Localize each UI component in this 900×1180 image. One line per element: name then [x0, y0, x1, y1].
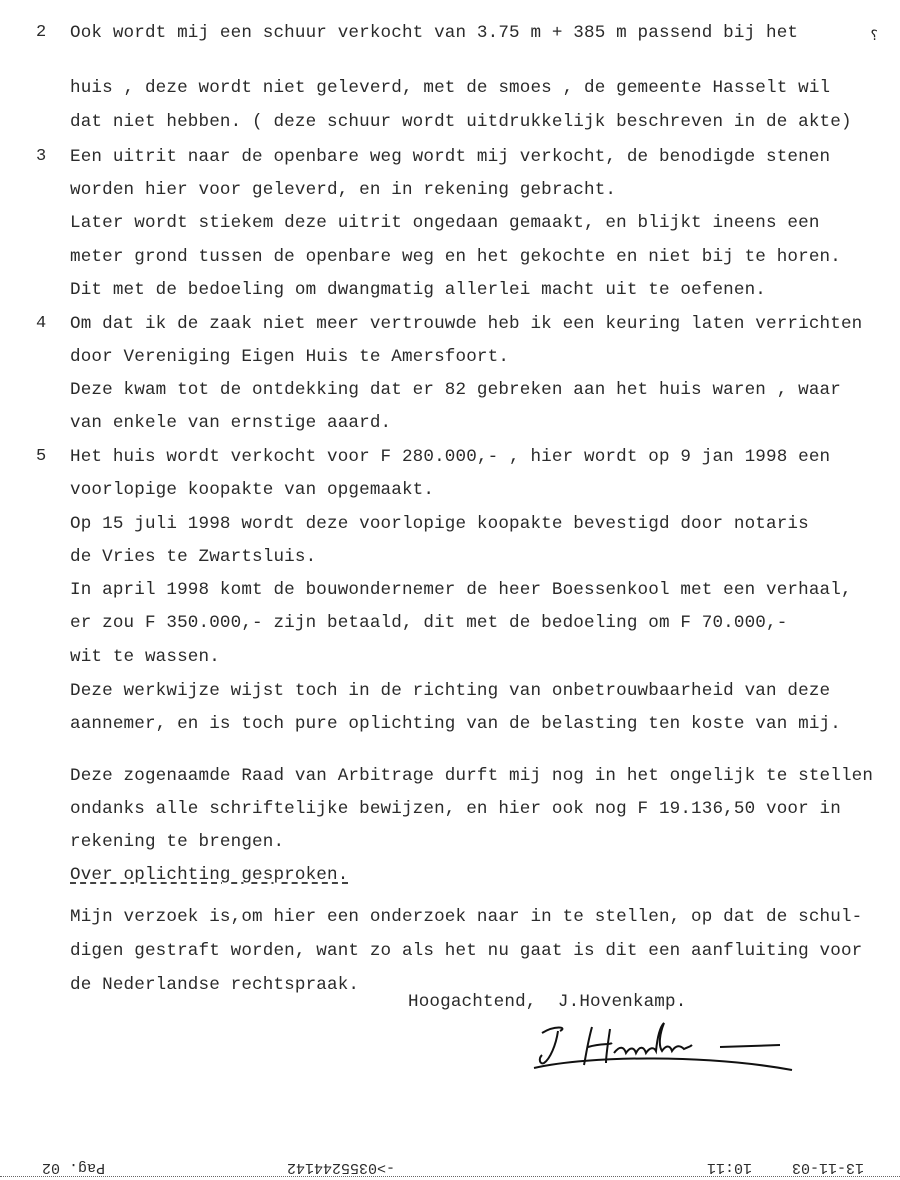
text-line: Deze kwam tot de ontdekking dat er 82 gebreken aan het huis waren , waar: [70, 380, 841, 400]
text-line: Een uitrit naar de openbare weg wordt mij verkocht, de benodigde stenen: [70, 147, 831, 167]
text-line: dat niet hebben. ( deze schuur wordt uitdrukkelijk beschreven in de akte): [70, 112, 852, 132]
text-line: rekening te brengen.: [70, 832, 285, 852]
margin-mark: ⸮: [870, 29, 879, 45]
text-line: Het huis wordt verkocht voor F 280.000,- , hier wordt op 9 jan 1998 een: [70, 447, 831, 467]
closing: Hoogachtend, J.Hovenkamp.: [408, 992, 687, 1012]
fax-border: [0, 1176, 900, 1177]
text-line: In april 1998 komt de bouwondernemer de heer Boessenkool met een verhaal,: [70, 580, 852, 600]
fax-number: ->0355244142: [286, 1159, 395, 1176]
signature: [530, 1015, 810, 1075]
text-line: voorlopige koopakte van opgemaakt.: [70, 480, 435, 500]
text-line: de Vries te Zwartsluis.: [70, 547, 317, 567]
item-number: 5: [36, 447, 47, 466]
text-line: Dit met de bedoeling om dwangmatig allerlei macht uit te oefenen.: [70, 280, 767, 300]
text-line: digen gestraft worden, want zo als het nu gaat is dit een aanfluiting voor: [70, 941, 863, 961]
text-line: ondanks alle schriftelijke bewijzen, en hier ook nog F 19.136,50 voor in: [70, 799, 841, 819]
text-line: door Vereniging Eigen Huis te Amersfoort.: [70, 347, 510, 367]
section-heading: Over oplichting gesproken.: [70, 865, 349, 885]
text-line: huis , deze wordt niet geleverd, met de smoes , de gemeente Hasselt wil: [70, 78, 831, 98]
text-line: de Nederlandse rechtspraak.: [70, 975, 360, 995]
text-line: Deze zogenaamde Raad van Arbitrage durft mij nog in het ongelijk te stellen: [70, 766, 874, 786]
text-line: van enkele van ernstige aaard.: [70, 413, 392, 433]
text-line: Om dat ik de zaak niet meer vertrouwde heb ik een keuring laten verrichten: [70, 314, 863, 334]
item-number: 2: [36, 23, 47, 42]
text-line: Mijn verzoek is,om hier een onderzoek naar in te stellen, op dat de schul-: [70, 907, 863, 927]
text-line: worden hier voor geleverd, en in rekening gebracht.: [70, 180, 617, 200]
fax-page: Pag. 02: [41, 1159, 105, 1176]
item-number: 3: [36, 147, 47, 166]
fax-date: 13-11-03: [791, 1159, 864, 1176]
text-line: aannemer, en is toch pure oplichting van de belasting ten koste van mij.: [70, 714, 841, 734]
text-line: Deze werkwijze wijst toch in de richting van onbetrouwbaarheid van deze: [70, 681, 831, 701]
fax-time: 10:11: [706, 1159, 752, 1176]
text-line: Ook wordt mij een schuur verkocht van 3.75 m + 385 m passend bij het: [70, 23, 799, 43]
text-line: wit te wassen.: [70, 647, 220, 667]
text-line: Later wordt stiekem deze uitrit ongedaan gemaakt, en blijkt ineens een: [70, 213, 820, 233]
text-line: Op 15 juli 1998 wordt deze voorlopige koopakte bevestigd door notaris: [70, 514, 809, 534]
item-number: 4: [36, 314, 47, 333]
text-line: meter grond tussen de openbare weg en het gekochte en niet bij te horen.: [70, 247, 841, 267]
text-line: er zou F 350.000,- zijn betaald, dit met de bedoeling om F 70.000,-: [70, 613, 788, 633]
fax-footer: [0, 1156, 900, 1178]
